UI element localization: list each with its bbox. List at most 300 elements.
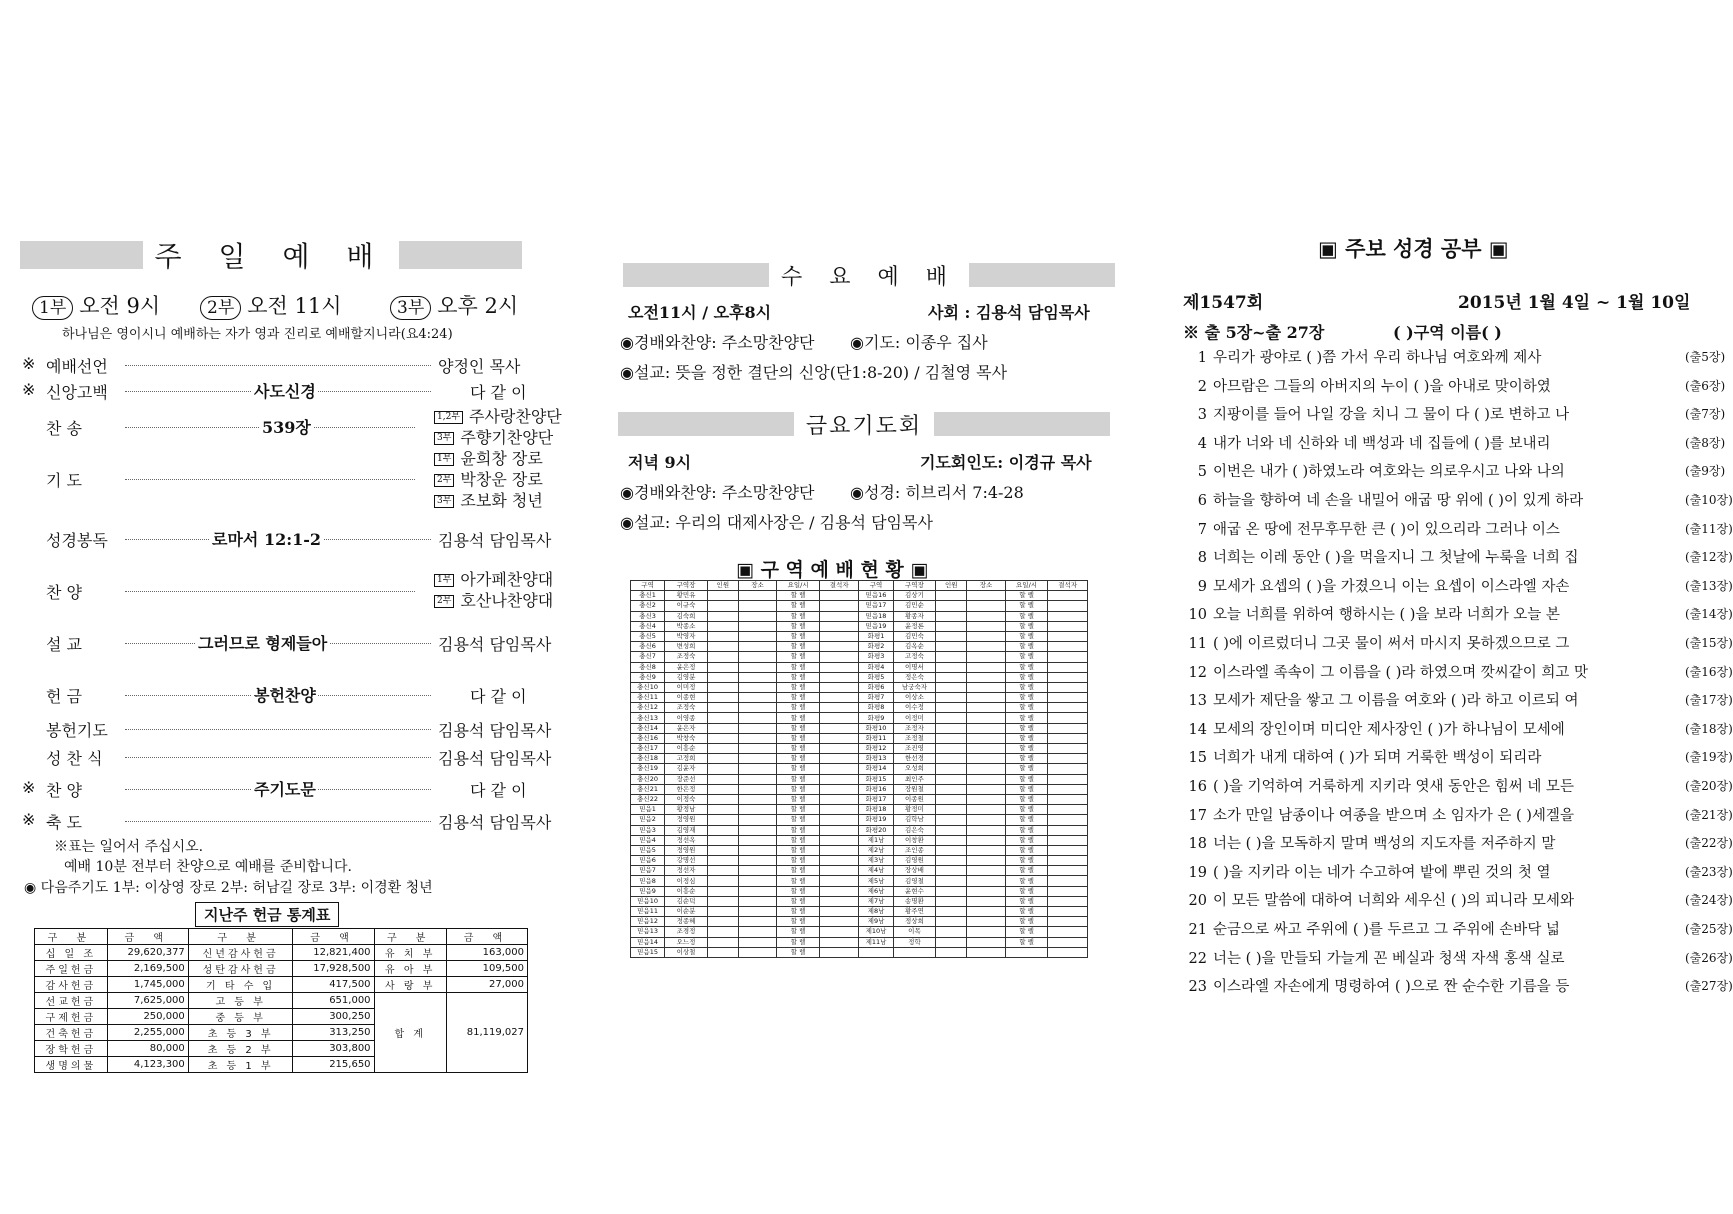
grid-cell	[967, 764, 1005, 774]
district-leader: 조경정	[665, 927, 708, 937]
district-name: 충신4	[631, 621, 665, 631]
grid-cell	[1048, 631, 1088, 641]
district-mark: 할 렐	[777, 927, 820, 937]
grid-cell	[819, 611, 859, 621]
district-name: 화평15	[859, 774, 893, 784]
grid-cell	[738, 825, 776, 835]
table-row	[631, 947, 1088, 957]
grid-cell	[1048, 896, 1088, 906]
grid-cell	[738, 896, 776, 906]
offering-table	[34, 928, 528, 1073]
grid-cell	[936, 733, 967, 743]
friday-worship: ◉경배와찬양: 주소망찬양단	[620, 483, 815, 502]
question-row	[1185, 518, 1733, 539]
district-leader: 오성희	[893, 764, 936, 774]
district-leader: 김영분	[665, 672, 708, 682]
wednesday-title: 수 요 예 배	[781, 264, 957, 290]
question-reference: (출6장)	[1685, 378, 1726, 393]
question-row	[1185, 403, 1726, 424]
grid-cell	[1048, 754, 1088, 764]
question-number: 10	[1188, 607, 1207, 624]
grid-cell	[738, 774, 776, 784]
question-reference: (출27장)	[1685, 979, 1733, 994]
grid-cell	[707, 896, 738, 906]
grid-cell	[967, 601, 1005, 611]
grid-cell	[1048, 672, 1088, 682]
grid-cell	[738, 642, 776, 652]
district-header-cell: 장소	[967, 581, 1005, 591]
grid-cell	[707, 601, 738, 611]
grid-cell	[1048, 907, 1088, 917]
grid-cell	[936, 856, 967, 866]
grid-cell	[936, 815, 967, 825]
district-leader: 이수정	[893, 703, 936, 713]
question-text: 지팡이를 들어 나일 강을 치니 그 물이 다 ( )로 변하고 나	[1213, 407, 1570, 424]
district-name: 제3남	[859, 856, 893, 866]
scripture-verse: 하나님은 영이시니 예배하는 자가 영과 진리로 예배할지니라(요4:24)	[62, 327, 453, 342]
table-row	[631, 682, 1088, 692]
study-scope: ※ 출 5장~출 27장	[1183, 323, 1325, 342]
district-leader: 조정철	[893, 733, 936, 743]
table-row	[631, 856, 1088, 866]
question-reference: (출14장)	[1685, 607, 1733, 622]
grid-cell	[936, 764, 967, 774]
grid-cell	[1048, 794, 1088, 804]
district-name: 충신22	[631, 794, 665, 804]
district-leader: 조정숙	[665, 652, 708, 662]
grid-cell	[1048, 744, 1088, 754]
grid-cell	[707, 682, 738, 692]
district-name: 충신1	[631, 591, 665, 601]
grid-cell	[967, 947, 1005, 957]
grid-cell	[738, 805, 776, 815]
worship-row: 성경봉독 로마서 12:1-2 김용석 담임목사	[20, 525, 565, 551]
question-reference: (출19장)	[1685, 750, 1733, 765]
grid-cell	[1048, 856, 1088, 866]
district-name: 제5남	[859, 876, 893, 886]
district-name: 충신14	[631, 723, 665, 733]
question-number: 21	[1188, 922, 1207, 938]
district-leader: 이상소	[893, 693, 936, 703]
grid-cell	[738, 703, 776, 713]
study-title: ▣ 주보 성경 공부 ▣	[1318, 237, 1509, 261]
question-number: 17	[1188, 807, 1207, 824]
grid-cell	[707, 856, 738, 866]
district-leader: 이정미	[893, 713, 936, 723]
district-mark: 할 렐	[777, 947, 820, 957]
question-number: 8	[1197, 550, 1207, 567]
table-row	[631, 703, 1088, 713]
district-name: 충신7	[631, 652, 665, 662]
wednesday-title-bar	[623, 262, 1115, 288]
worship-row: 헌 금 봉헌찬양 다 같 이	[20, 681, 565, 707]
grid-cell	[936, 876, 967, 886]
grid-cell	[936, 631, 967, 641]
district-header-cell: 인원	[707, 581, 738, 591]
table-row: 장학헌금 80,000 초 등 2 부 303,800	[35, 1041, 528, 1057]
district-leader: 한은정	[665, 784, 708, 794]
grid-cell	[738, 631, 776, 641]
district-leader: 황정미	[893, 805, 936, 815]
grid-cell	[893, 947, 936, 957]
grid-cell	[967, 682, 1005, 692]
grid-cell	[707, 591, 738, 601]
wednesday-time: 오전11시 / 오후8시	[628, 303, 772, 322]
grid-cell	[819, 876, 859, 886]
grid-cell	[936, 805, 967, 815]
district-header-cell: 요일/시	[777, 581, 820, 591]
district-leader: 김은숙	[893, 825, 936, 835]
district-leader: 김옥순	[893, 642, 936, 652]
grid-cell	[738, 713, 776, 723]
grid-cell	[1048, 835, 1088, 845]
district-name: 믿음6	[631, 856, 665, 866]
district-name: 화평5	[859, 672, 893, 682]
district-mark: 할 렐	[777, 907, 820, 917]
grid-cell	[936, 611, 967, 621]
grid-cell	[707, 815, 738, 825]
district-header-cell: 결석자	[1048, 581, 1088, 591]
question-reference: (출16장)	[1685, 664, 1733, 679]
grid-cell	[967, 662, 1005, 672]
district-mark: 할 렐	[1005, 845, 1048, 855]
district-leader: 김학남	[893, 815, 936, 825]
district-leader: 박영자	[665, 631, 708, 641]
grid-cell	[936, 682, 967, 692]
table-row	[631, 672, 1088, 682]
question-number: 7	[1197, 521, 1207, 538]
district-mark: 할 렐	[1005, 591, 1048, 601]
table-row	[631, 693, 1088, 703]
grid-cell	[819, 805, 859, 815]
grid-cell	[967, 825, 1005, 835]
district-name: 화평4	[859, 662, 893, 672]
district-name: 믿음2	[631, 815, 665, 825]
grid-cell	[707, 713, 738, 723]
table-row	[631, 815, 1088, 825]
district-mark: 할 렐	[777, 805, 820, 815]
grid-cell	[707, 794, 738, 804]
grid-cell	[819, 713, 859, 723]
table-row	[631, 764, 1088, 774]
sunday-title-bar	[20, 240, 522, 273]
grid-cell	[936, 713, 967, 723]
question-reference: (출9장)	[1685, 464, 1726, 479]
district-mark: 할 렐	[777, 825, 820, 835]
district-leader: 박창숙	[665, 733, 708, 743]
grid-cell	[819, 835, 859, 845]
district-mark: 할 렐	[777, 723, 820, 733]
grid-cell	[707, 907, 738, 917]
district-mark: 할 렐	[777, 682, 820, 692]
question-row	[1185, 775, 1733, 796]
grid-cell	[1048, 947, 1088, 957]
district-leader: 장상배	[893, 866, 936, 876]
table-row	[631, 937, 1088, 947]
district-mark: 할 렐	[1005, 774, 1048, 784]
district-header-cell: 인원	[936, 581, 967, 591]
district-name: 제6남	[859, 886, 893, 896]
grid-cell	[967, 815, 1005, 825]
district-leader: 황주연	[893, 907, 936, 917]
total-label: 합 계	[374, 993, 446, 1073]
table-row	[631, 642, 1088, 652]
district-leader: 정은숙	[893, 672, 936, 682]
district-leader: 이종원	[893, 794, 936, 804]
grid-cell	[967, 835, 1005, 845]
grid-cell	[936, 774, 967, 784]
grid-cell	[819, 927, 859, 937]
district-title: ▣ 구 역 예 배 현 황 ▣	[736, 559, 929, 581]
district-leader: 윤정론	[893, 621, 936, 631]
district-header-cell: 구역	[631, 581, 665, 591]
district-name: 믿음16	[859, 591, 893, 601]
district-leader: 이흥순	[665, 886, 708, 896]
question-row	[1185, 746, 1733, 767]
district-leader: 이영종	[665, 713, 708, 723]
grid-cell	[859, 947, 893, 957]
district-name: 제7남	[859, 896, 893, 906]
district-leader: 김민숙	[893, 631, 936, 641]
question-reference: (출17장)	[1685, 693, 1733, 708]
question-text: 이스라엘 족속이 그 이름을 ( )라 하였으며 깟씨같이 희고 맛	[1213, 664, 1588, 681]
grid-cell	[967, 652, 1005, 662]
district-name: 믿음19	[859, 621, 893, 631]
grid-cell	[819, 845, 859, 855]
grid-cell	[1048, 764, 1088, 774]
district-name: 충신17	[631, 744, 665, 754]
friday-leader: 기도회인도: 이경규 목사	[920, 453, 1092, 472]
district-mark: 할 렐	[777, 794, 820, 804]
table-row	[631, 601, 1088, 611]
question-reference: (출12장)	[1685, 550, 1733, 565]
district-leader: 정종혜	[665, 917, 708, 927]
grid-cell	[1048, 845, 1088, 855]
grid-cell	[936, 886, 967, 896]
table-row	[631, 794, 1088, 804]
district-mark: 할 렐	[777, 754, 820, 764]
district-mark: 할 렐	[1005, 713, 1048, 723]
question-row	[1185, 689, 1733, 710]
grid-cell	[707, 621, 738, 631]
study-date: 2015년 1월 4일 ~ 1월 10일	[1458, 293, 1691, 313]
sunday-title: 주 일 예 배	[154, 240, 388, 273]
district-leader: 박종소	[665, 621, 708, 631]
question-reference: (출20장)	[1685, 779, 1733, 793]
grid-cell	[819, 774, 859, 784]
grid-cell	[936, 896, 967, 906]
district-mark: 할 렐	[777, 845, 820, 855]
district-mark: 할 렐	[777, 601, 820, 611]
grid-cell	[707, 744, 738, 754]
grid-cell	[967, 672, 1005, 682]
question-row	[1185, 489, 1733, 510]
district-name: 충신21	[631, 784, 665, 794]
table-row	[631, 723, 1088, 733]
district-leader: 정학	[893, 937, 936, 947]
district-name: 화평2	[859, 642, 893, 652]
question-text: 내가 너와 네 신하와 네 백성과 네 집들에 ( )를 보내리	[1213, 435, 1551, 452]
grid-cell	[707, 764, 738, 774]
grid-cell	[819, 886, 859, 896]
question-text: 우리가 광야로 ( )쯤 가서 우리 하나님 여호와께 제사	[1213, 350, 1542, 366]
worship-row: 찬 송 539장	[20, 413, 565, 439]
table-row	[631, 744, 1088, 754]
district-mark: 할 렐	[1005, 652, 1048, 662]
district-leader: 김영원	[893, 856, 936, 866]
question-text: 모세가 제단을 쌓고 그 이름을 여호와 ( )라 하고 이르되 여	[1213, 693, 1579, 710]
question-text: 하늘을 향하여 네 손을 내밀어 애굽 땅 위에 ( )이 있게 하라	[1213, 493, 1584, 509]
question-row	[1185, 546, 1733, 567]
question-number: 2	[1197, 378, 1207, 395]
question-text: 이번은 내가 ( )하였노라 여호와는 의로우시고 나와 나의	[1213, 464, 1565, 481]
district-mark: 할 렐	[1005, 601, 1048, 611]
question-text: 너는 ( )을 만들되 가늘게 꼰 베실과 청색 자색 홍색 실로	[1213, 950, 1565, 967]
district-name: 제4남	[859, 866, 893, 876]
district-name: 믿음8	[631, 876, 665, 886]
district-leader: 김상기	[893, 591, 936, 601]
district-name: 믿음7	[631, 866, 665, 876]
table-row: 선교헌금 7,625,000 고 등 부 651,000 합 계 81,119,027	[35, 993, 528, 1009]
grid-cell	[967, 927, 1005, 937]
grid-cell	[707, 672, 738, 682]
district-leader: 황종자	[893, 611, 936, 621]
district-name: 제2남	[859, 845, 893, 855]
grid-cell	[936, 601, 967, 611]
district-name: 충신20	[631, 774, 665, 784]
district-leader: 김민순	[893, 601, 936, 611]
question-number: 20	[1188, 893, 1207, 910]
district-leader: 김영철	[893, 876, 936, 886]
worship-row: 찬 양	[20, 577, 565, 603]
question-reference: (출25장)	[1685, 922, 1733, 936]
district-mark: 할 렐	[777, 672, 820, 682]
district-name: 믿음4	[631, 835, 665, 845]
grid-cell	[707, 611, 738, 621]
question-row	[1185, 603, 1733, 624]
friday-time: 저녁 9시	[628, 453, 692, 472]
worship-row: ※ 예배선언 양정인 목사	[22, 354, 521, 376]
district-mark: 할 렐	[1005, 744, 1048, 754]
district-leader: 조정자	[893, 723, 936, 733]
question-text: ( )을 기억하여 거룩하게 지키라 엿새 동안은 힘써 네 모든	[1213, 779, 1574, 795]
grid-cell	[967, 723, 1005, 733]
grid-cell	[707, 774, 738, 784]
grid-cell	[936, 703, 967, 713]
question-reference: (출10장)	[1685, 493, 1733, 507]
grid-cell	[738, 927, 776, 937]
district-mark: 할 렐	[777, 784, 820, 794]
district-name: 믿음9	[631, 886, 665, 896]
question-text: 애굽 온 땅에 전무후무한 큰 ( )이 있으리라 그러나 이스	[1213, 521, 1560, 538]
question-row	[1185, 661, 1733, 682]
grid-cell	[967, 917, 1005, 927]
grid-cell	[1048, 886, 1088, 896]
question-row	[1185, 346, 1726, 367]
grid-cell	[707, 754, 738, 764]
grid-cell	[967, 886, 1005, 896]
grid-cell	[738, 856, 776, 866]
district-header-cell: 요일/시	[1005, 581, 1048, 591]
question-row	[1185, 804, 1733, 825]
district-leader: 김숙희	[665, 611, 708, 621]
grid-cell	[738, 723, 776, 733]
district-leader: 이명서	[893, 662, 936, 672]
district-name: 화평11	[859, 733, 893, 743]
grid-cell	[967, 784, 1005, 794]
district-leader: 이미정	[665, 682, 708, 692]
district-leader: 정선옥	[665, 835, 708, 845]
question-text: ( )을 지키라 이는 네가 수고하여 밭에 뿌린 것의 첫 열	[1213, 864, 1551, 881]
district-leader: 조정숙	[665, 703, 708, 713]
district-name: 화평6	[859, 682, 893, 692]
district-leader: 정영원	[665, 815, 708, 825]
question-number: 19	[1188, 864, 1207, 881]
friday-title-bar	[618, 411, 1110, 437]
district-mark: 할 렐	[777, 866, 820, 876]
district-leader: 김영재	[665, 825, 708, 835]
question-number: 5	[1197, 464, 1207, 481]
grid-cell	[707, 652, 738, 662]
table-row	[631, 896, 1088, 906]
grid-cell	[936, 794, 967, 804]
grid-cell	[936, 947, 967, 957]
question-number: 22	[1188, 950, 1207, 967]
district-name: 화평10	[859, 723, 893, 733]
district-name: 화평7	[859, 693, 893, 703]
standing-note: ※표는 일어서 주십시오.	[54, 839, 204, 855]
district-mark: 할 렐	[777, 815, 820, 825]
offering-title: 지난주 헌금 통계표	[195, 902, 339, 927]
table-row	[631, 907, 1088, 917]
grid-cell	[967, 845, 1005, 855]
grid-cell	[1048, 917, 1088, 927]
worship-row: 성 찬 식 김용석 담임목사	[46, 749, 552, 768]
question-text: 오늘 너희를 위하여 행하시는 ( )을 보라 너희가 오늘 본	[1213, 607, 1560, 624]
question-text: 순금으로 싸고 주위에 ( )를 두르고 그 주위에 손바닥 넓	[1213, 922, 1560, 938]
question-reference: (출26장)	[1685, 950, 1733, 965]
question-reference: (출23장)	[1685, 864, 1733, 879]
district-name: 화평17	[859, 794, 893, 804]
district-mark: 할 렐	[777, 856, 820, 866]
grid-cell	[967, 703, 1005, 713]
district-name: 충신13	[631, 713, 665, 723]
grid-cell	[967, 733, 1005, 743]
grid-cell	[1048, 866, 1088, 876]
district-mark: 할 렐	[1005, 927, 1048, 937]
grid-cell	[738, 662, 776, 672]
district-name: 믿음17	[859, 601, 893, 611]
table-row: 건축헌금 2,255,000 초 등 3 부 313,250	[35, 1025, 528, 1041]
praise-groups: 1부 아가페찬양대 2부 호산나찬양대	[434, 567, 553, 609]
grid-cell	[707, 917, 738, 927]
grid-cell	[819, 764, 859, 774]
grid-cell	[819, 825, 859, 835]
offering-header-row: 구 분 금 액 구 분 금 액 구 분 금 액	[35, 929, 528, 945]
grid-cell	[967, 856, 1005, 866]
grid-cell	[738, 845, 776, 855]
grid-cell	[707, 733, 738, 743]
name-line: ( )구역 이름( )	[1393, 323, 1502, 342]
worship-row: ※ 찬 양 주기도문 다 같 이	[22, 778, 527, 800]
question-text: 모세가 요셉의 ( )을 가졌으니 이는 요셉이 이스라엘 자손	[1213, 578, 1570, 595]
district-mark: 할 렐	[1005, 835, 1048, 845]
district-leader: 정상희	[893, 917, 936, 927]
grid-cell	[707, 631, 738, 641]
district-leader: 이상철	[665, 947, 708, 957]
table-row	[631, 876, 1088, 886]
grid-cell	[936, 672, 967, 682]
